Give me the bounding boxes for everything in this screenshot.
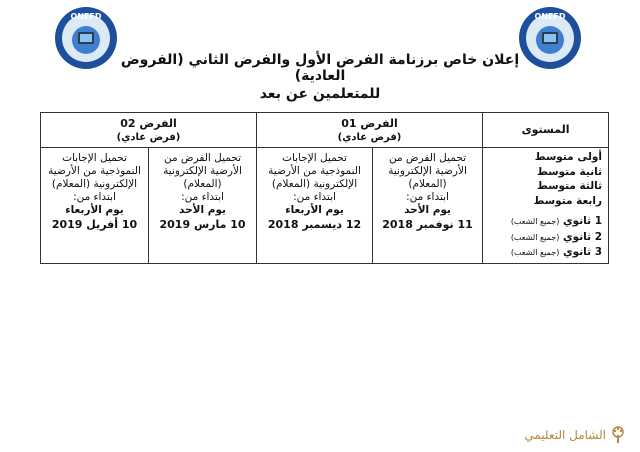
level-item: 3 ثانوي (جميع الشعب) [510,246,603,258]
brand-text: الشامل التعليمي [524,428,606,442]
date-value: 12 ديسمبر 2018 [267,218,362,231]
onefd-logo-left [54,6,118,70]
exam-1-header: الفرض 01 (فرض عادي) [257,113,483,148]
level-item: أولى متوسط [534,151,603,163]
level-item: ثالثة متوسط [536,180,603,192]
level-item: ثانية متوسط [536,165,603,178]
exam-2-answers-cell: تحميل الإجابات النموذجية من الأرضية الإلكترونية (المعلام) ابتداء من: يوم الأربعاء 10 أفريل 2019 [41,148,149,264]
level-item: 2 ثانوي (جميع الشعب) [510,230,603,243]
page-subtitle: للمتعلمين عن بعد [259,86,381,102]
logo-text: ONEFD [534,12,566,21]
logo-text: ONEFD [70,12,102,21]
page-title: إعلان خاص برزنامة الفرض الأول والفرض الثاني (الفروض العادية) [120,52,520,84]
levels-cell [483,148,609,264]
date-value: 11 نوفمبر 2018 [382,218,473,231]
tree-icon [610,426,626,444]
onefd-logo-right [518,6,582,70]
exam-2-download-cell: تحميل الفرض من الأرضية الإلكترونية (المعلام) ابتداء من: يوم الأحد 10 مارس 2019 [149,148,257,264]
date-value: 10 مارس 2019 [159,218,246,231]
level-item: رابعة متوسط [533,194,603,207]
exam-2-header: الفرض 02 (فرض عادي) [41,113,257,148]
date-value: 10 أفريل 2019 [51,218,138,231]
exam-1-answers-cell: تحميل الإجابات النموذجية من الأرضية الإلكترونية (المعلام) ابتداء من: يوم الأربعاء 12 ديسمبر 2018 [257,148,373,264]
level-item: 1 ثانوي (جميع الشعب) [510,215,603,227]
schedule-table [40,112,609,264]
table-row [41,148,609,264]
table-header-row [41,113,609,148]
level-header: المستوى [483,113,609,148]
exam-1-download-cell: تحميل الفرض من الأرضية الإلكترونية (المعلام) ابتداء من: يوم الأحد 11 نوفمبر 2018 [373,148,483,264]
brand-watermark [524,426,626,444]
